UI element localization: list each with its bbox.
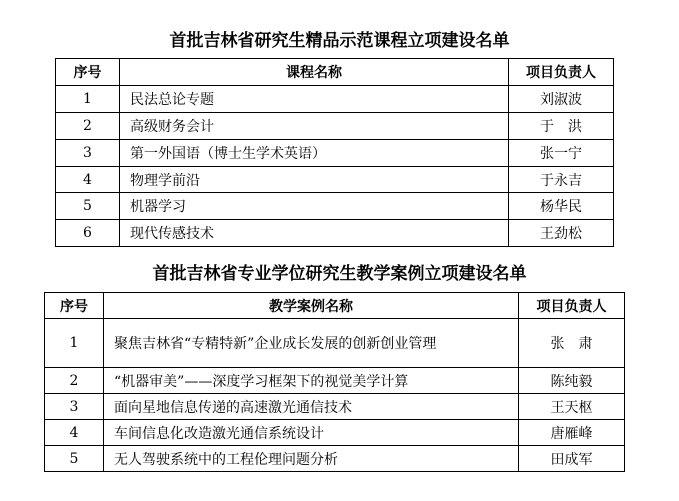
row-leader: 张 肃 xyxy=(519,319,625,368)
header-leader: 项目负责人 xyxy=(509,59,614,86)
row-leader: 杨华民 xyxy=(509,193,614,220)
row-no: 4 xyxy=(56,166,120,193)
row-name: 民法总论专题 xyxy=(120,85,509,112)
table1-title: 首批吉林省研究生精品示范课程立项建设名单 xyxy=(169,31,510,51)
row-leader: 王天枢 xyxy=(519,394,625,420)
row-no: 2 xyxy=(45,368,104,394)
row-name: 机器学习 xyxy=(120,193,509,220)
row-leader: 唐雁峰 xyxy=(519,420,625,446)
row-name: 聚焦吉林省“专精特新”企业成长发展的创新创业管理 xyxy=(104,319,519,368)
row-no: 5 xyxy=(45,446,104,472)
row-leader: 张一宁 xyxy=(509,139,614,166)
row-name: 车间信息化改造激光通信系统设计 xyxy=(104,420,519,446)
table-row xyxy=(45,394,625,420)
row-name: “机器审美”——深度学习框架下的视觉美学计算 xyxy=(104,368,519,394)
row-name: 面向星地信息传递的高速激光通信技术 xyxy=(104,394,519,420)
row-no: 6 xyxy=(56,220,120,247)
header-leader: 项目负责人 xyxy=(519,293,625,319)
row-leader: 田成军 xyxy=(519,446,625,472)
table-row xyxy=(45,368,625,394)
row-no: 5 xyxy=(56,193,120,220)
table2-title: 首批吉林省专业学位研究生教学案例立项建设名单 xyxy=(152,264,527,284)
table-header-row xyxy=(45,293,625,319)
table-header-row xyxy=(56,59,614,86)
row-name: 高级财务会计 xyxy=(120,112,509,139)
row-name: 现代传感技术 xyxy=(120,220,509,247)
table-row xyxy=(56,220,614,247)
table-row xyxy=(45,420,625,446)
header-name: 课程名称 xyxy=(120,59,509,86)
row-leader: 陈纯毅 xyxy=(519,368,625,394)
table-row xyxy=(56,112,614,139)
table-row xyxy=(56,85,614,112)
header-name: 教学案例名称 xyxy=(104,293,519,319)
row-no: 3 xyxy=(56,139,120,166)
courses-table xyxy=(55,58,614,247)
row-no: 2 xyxy=(56,112,120,139)
table-row xyxy=(45,319,625,368)
table-row xyxy=(56,166,614,193)
row-no: 3 xyxy=(45,394,104,420)
row-name: 无人驾驶系统中的工程伦理问题分析 xyxy=(104,446,519,472)
row-name: 物理学前沿 xyxy=(120,166,509,193)
row-leader: 于永吉 xyxy=(509,166,614,193)
header-no: 序号 xyxy=(56,59,120,86)
row-no: 1 xyxy=(56,85,120,112)
row-name: 第一外国语（博士生学术英语） xyxy=(120,139,509,166)
row-no: 1 xyxy=(45,319,104,368)
row-leader: 刘淑波 xyxy=(509,85,614,112)
table-row xyxy=(45,446,625,472)
header-no: 序号 xyxy=(45,293,104,319)
table-row xyxy=(56,193,614,220)
row-leader: 王劲松 xyxy=(509,220,614,247)
table-row xyxy=(56,139,614,166)
cases-table xyxy=(44,292,625,472)
row-leader: 于 洪 xyxy=(509,112,614,139)
row-no: 4 xyxy=(45,420,104,446)
